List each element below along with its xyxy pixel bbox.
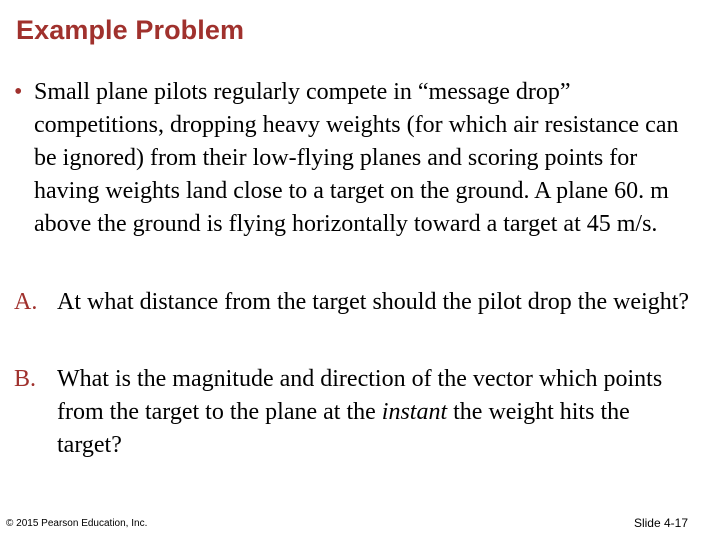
slide-number: Slide 4-17 bbox=[633, 516, 688, 530]
bullet-icon: • bbox=[14, 79, 23, 105]
slide-title: Example Problem bbox=[16, 15, 245, 45]
question-b-letter: B. bbox=[14, 366, 37, 392]
question-a bbox=[14, 286, 704, 319]
bullet-item bbox=[14, 76, 704, 241]
question-b-emphasis: instant bbox=[381, 399, 448, 425]
question-a-letter: A. bbox=[14, 289, 38, 315]
question-a-text: At what distance from the target should the pilot drop the weight? bbox=[57, 289, 690, 315]
copyright-notice: © 2015 Pearson Education, Inc. bbox=[6, 518, 148, 529]
problem-statement bbox=[14, 76, 704, 241]
question-b-text bbox=[57, 363, 697, 462]
bullet-text: Small plane pilots regularly compete in “message drop” competitions, dropping heavy weights (for which air resistance can be ignored) from their low-flying planes and scoring points for having weights land close to a target on the ground. A plane 60. m above the ground is flying horizontally toward a target at 45 m/s. bbox=[34, 79, 679, 237]
question-b-text-end: the weight hits the target? bbox=[57, 399, 630, 458]
question-b bbox=[14, 363, 704, 462]
question-b-text-start: What is the magnitude and direction of the vector which points from the target to the plane at the bbox=[57, 366, 663, 425]
